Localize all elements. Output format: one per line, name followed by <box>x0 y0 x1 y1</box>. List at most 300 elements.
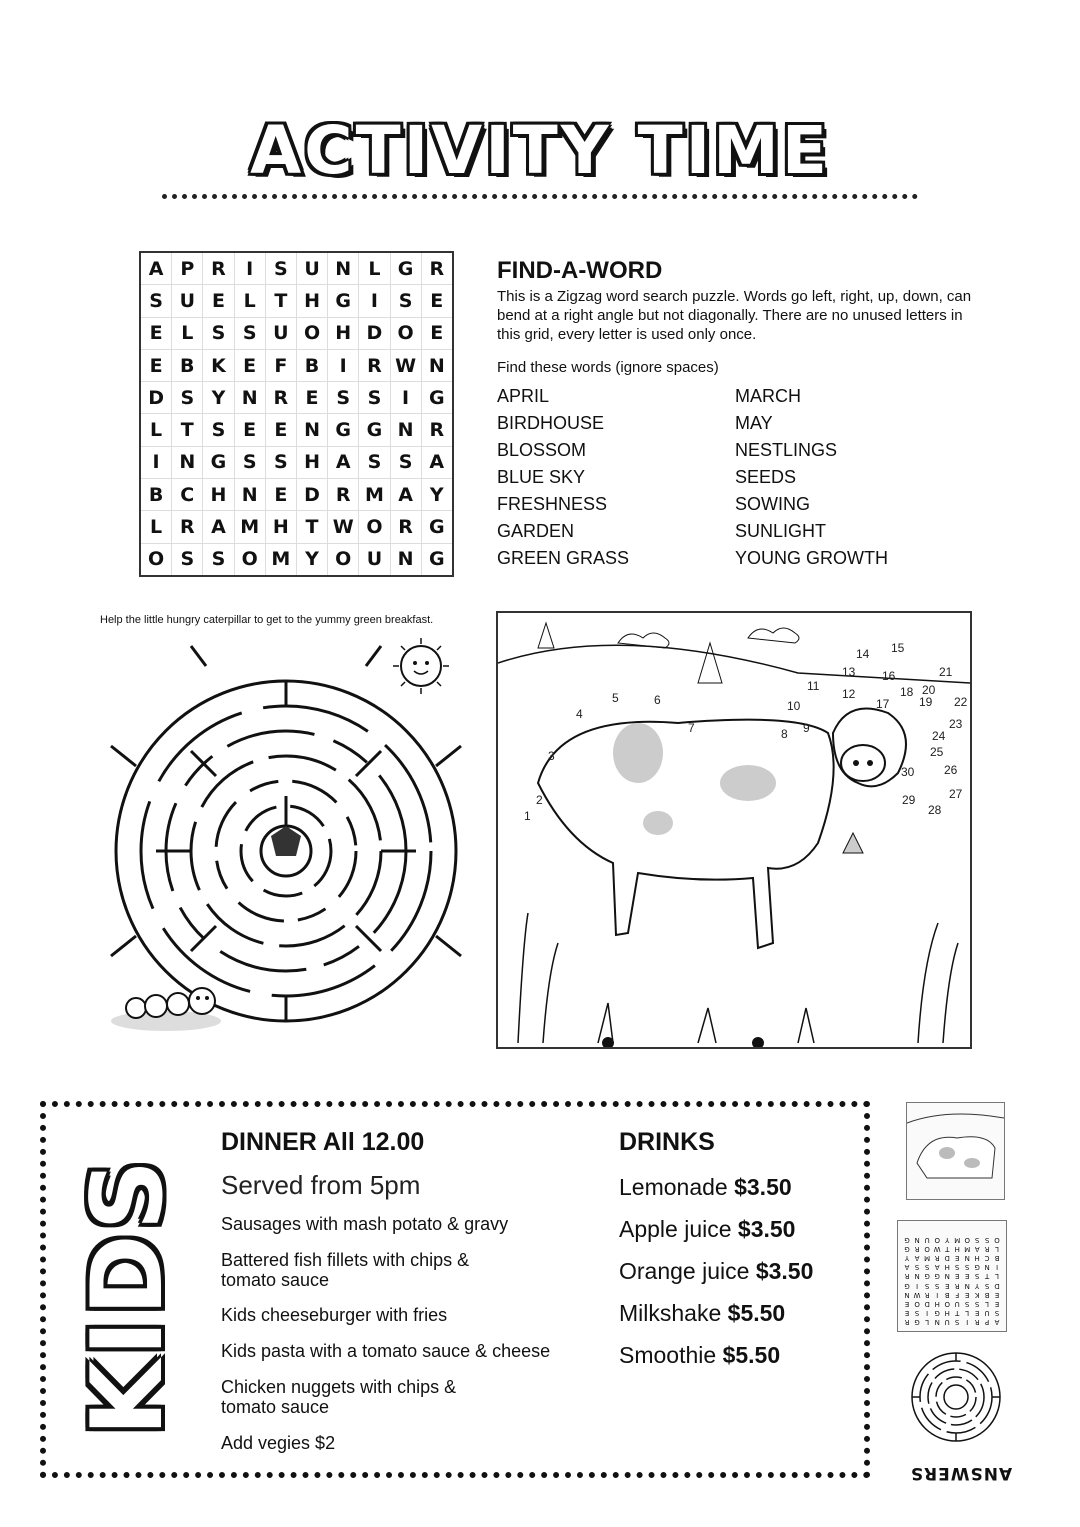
dot-number: 2 <box>536 793 543 807</box>
mini-grid-cell: S <box>924 1263 930 1272</box>
word-grid-cell: S <box>359 446 390 478</box>
dinner-served-time: Served from 5pm <box>221 1170 421 1200</box>
word-grid-cell: A <box>140 252 172 285</box>
word-grid-cell: I <box>234 252 265 285</box>
dot-number: 9 <box>803 721 810 735</box>
word-list-item: MAY <box>735 413 773 433</box>
mini-grid-cell: L <box>925 1318 930 1327</box>
word-grid-cell: R <box>328 479 359 511</box>
word-list-item: BLOSSOM <box>497 440 587 460</box>
dot-number: 1 <box>524 809 531 823</box>
word-grid-cell: O <box>296 317 327 349</box>
word-grid-cell: L <box>172 317 203 349</box>
dot-number: 5 <box>612 691 619 705</box>
word-grid-cell: S <box>359 382 390 414</box>
mini-grid-cell: O <box>944 1300 950 1309</box>
mini-grid-cell: I <box>936 1290 939 1299</box>
mini-grid-cell: E <box>964 1290 970 1299</box>
kids-menu-title: KIDS <box>71 1155 185 1437</box>
mini-grid-row <box>902 1281 1002 1290</box>
word-grid-cell: E <box>140 317 172 349</box>
mini-grid-cell: B <box>984 1290 990 1299</box>
mini-grid-row <box>902 1272 1002 1281</box>
word-grid-cell: L <box>359 252 390 285</box>
word-grid-cell: M <box>265 543 296 576</box>
word-grid-cell: T <box>296 511 327 543</box>
mini-grid-cell: N <box>914 1272 920 1281</box>
mini-grid-cell: O <box>934 1235 940 1244</box>
mini-grid-row <box>902 1235 1002 1244</box>
word-grid-cell: O <box>359 511 390 543</box>
word-grid-cell: A <box>328 446 359 478</box>
mini-grid-row <box>902 1318 1002 1327</box>
mini-grid-cell: A <box>904 1263 910 1272</box>
mini-grid-cell: G <box>904 1281 910 1290</box>
mini-grid-cell: S <box>914 1263 920 1272</box>
word-grid-cell: M <box>234 511 265 543</box>
word-grid-cell: H <box>203 479 234 511</box>
word-grid-cell: S <box>390 446 421 478</box>
caterpillar-icon <box>111 988 221 1031</box>
mini-grid-cell: R <box>924 1290 930 1299</box>
word-grid-cell: S <box>172 382 203 414</box>
drink-price: $3.50 <box>755 1258 814 1284</box>
find-words-label: Find these words (ignore spaces) <box>497 359 719 376</box>
maze-caption: Help the little hungry caterpillar to get to the yummy green breakfast. <box>100 614 434 626</box>
drink-name: Orange juice <box>619 1258 750 1284</box>
drink-name: Smoothie <box>619 1342 717 1368</box>
mini-grid-cell: O <box>914 1300 920 1309</box>
word-grid-cell: N <box>390 543 421 576</box>
mini-grid-cell: S <box>914 1309 920 1318</box>
word-grid-cell: E <box>421 317 453 349</box>
mini-grid-cell: H <box>934 1300 940 1309</box>
mini-grid-cell: L <box>965 1309 970 1318</box>
word-grid-cell: R <box>421 414 453 446</box>
mini-grid-cell: L <box>985 1300 990 1309</box>
answer-mini-grid <box>902 1235 1002 1327</box>
word-grid-cell: N <box>234 382 265 414</box>
word-grid-cell: W <box>390 349 421 381</box>
word-grid-row <box>140 414 453 446</box>
word-grid-cell: R <box>265 382 296 414</box>
word-grid-cell: R <box>359 349 390 381</box>
mini-grid-cell: H <box>944 1309 950 1318</box>
mini-grid-cell: D <box>944 1254 950 1263</box>
word-grid-cell: T <box>265 285 296 317</box>
dot-number: 18 <box>900 685 914 699</box>
mini-grid-cell: B <box>944 1290 950 1299</box>
mini-grid-cell: S <box>974 1235 980 1244</box>
word-grid-cell: E <box>296 382 327 414</box>
mini-grid-cell: A <box>974 1244 980 1253</box>
mini-grid-cell: S <box>994 1309 1000 1318</box>
drink-price: $5.50 <box>727 1300 786 1326</box>
word-grid-cell: E <box>234 414 265 446</box>
mini-grid-cell: T <box>955 1309 960 1318</box>
mini-grid-cell: G <box>934 1272 940 1281</box>
drink-price: $3.50 <box>734 1174 792 1200</box>
mini-grid-cell: E <box>994 1290 1000 1299</box>
word-grid-cell: T <box>172 414 203 446</box>
word-grid-row <box>140 285 453 317</box>
dinner-heading: DINNER All 12.00 <box>221 1128 425 1156</box>
menu-item: Battered fish fillets with chips & tomato sauce <box>221 1250 470 1290</box>
mini-grid-cell: N <box>964 1254 970 1263</box>
word-grid-cell: O <box>328 543 359 576</box>
drink-item <box>619 1216 795 1243</box>
dot-number: 26 <box>944 763 958 777</box>
mini-grid-cell: R <box>954 1281 960 1290</box>
word-grid-cell: K <box>203 349 234 381</box>
dot-number: 10 <box>787 699 801 713</box>
mini-grid-cell: G <box>934 1309 940 1318</box>
word-grid-cell: Y <box>296 543 327 576</box>
word-grid-cell: G <box>390 252 421 285</box>
word-grid-cell: U <box>359 543 390 576</box>
dot-number: 17 <box>876 697 890 711</box>
mini-grid-cell: K <box>974 1290 980 1299</box>
dot-number: 8 <box>781 727 788 741</box>
word-grid-cell: L <box>140 511 172 543</box>
word-grid-cell: N <box>390 414 421 446</box>
mini-grid-cell: O <box>924 1244 930 1253</box>
word-grid-cell: C <box>172 479 203 511</box>
dot-number: 20 <box>922 683 936 697</box>
find-a-word-instructions: This is a Zigzag word search puzzle. Words go left, right, up, down, can bend at a right angle but not diagonally. There are no unused letters in this grid, every letter is used only once. <box>497 288 972 343</box>
word-list-item: BLUE SKY <box>497 467 586 487</box>
mini-grid-cell: U <box>954 1300 960 1309</box>
word-list-item: SOWING <box>735 494 810 514</box>
word-grid-cell: A <box>390 479 421 511</box>
word-grid-cell: R <box>390 511 421 543</box>
dot-number: 14 <box>856 647 870 661</box>
mini-grid-cell: M <box>964 1244 971 1253</box>
word-grid-cell: S <box>234 446 265 478</box>
mini-grid-cell: N <box>904 1290 910 1299</box>
mini-grid-cell: S <box>964 1263 970 1272</box>
mini-grid-cell: R <box>934 1254 940 1263</box>
word-grid-cell: W <box>328 511 359 543</box>
mini-grid-cell: E <box>954 1272 960 1281</box>
word-grid-cell: S <box>265 252 296 285</box>
mini-grid-cell: U <box>984 1309 990 1318</box>
word-grid-cell: E <box>265 414 296 446</box>
menu-item: Kids cheeseburger with fries <box>221 1305 448 1325</box>
word-grid-cell: M <box>359 479 390 511</box>
answer-dot-to-dot-thumbnail <box>906 1102 1005 1200</box>
word-grid-cell: S <box>172 543 203 576</box>
mini-grid-cell: S <box>974 1272 980 1281</box>
word-list-item: SUNLIGHT <box>735 521 827 541</box>
drink-name: Apple juice <box>619 1216 732 1242</box>
word-list-item: FRESHNESS <box>497 494 608 514</box>
mini-grid-cell: Y <box>975 1281 980 1290</box>
word-grid-cell: D <box>140 382 172 414</box>
mini-grid-cell: A <box>914 1254 920 1263</box>
dot-number: 29 <box>902 793 916 807</box>
dot-number: 19 <box>919 695 933 709</box>
word-grid-cell: S <box>140 285 172 317</box>
word-grid-cell: A <box>203 511 234 543</box>
word-grid-row <box>140 479 453 511</box>
mini-grid-cell: F <box>955 1290 960 1299</box>
word-grid-cell: S <box>234 317 265 349</box>
mini-grid-cell: L <box>995 1272 999 1281</box>
mini-grid-row <box>902 1290 1002 1299</box>
mini-grid-cell: S <box>934 1281 940 1290</box>
word-grid-cell: S <box>203 317 234 349</box>
word-list-right <box>735 383 888 572</box>
mini-grid-cell: E <box>945 1281 950 1290</box>
mini-grid-cell: S <box>954 1318 960 1327</box>
word-grid-cell: Y <box>421 479 453 511</box>
dot-number: 23 <box>949 717 963 731</box>
menu-item: Add vegies $2 <box>221 1433 336 1453</box>
word-grid-cell: I <box>328 349 359 381</box>
word-grid-cell: I <box>359 285 390 317</box>
mini-grid-cell: S <box>964 1300 970 1309</box>
word-grid-cell: I <box>390 382 421 414</box>
word-list-item: BIRDHOUSE <box>497 413 605 433</box>
find-a-word-heading: FIND-A-WORD <box>497 257 663 284</box>
drink-item <box>619 1174 792 1201</box>
mini-grid-cell: Y <box>945 1235 950 1244</box>
drinks-heading: DRINKS <box>619 1128 715 1156</box>
drink-item <box>619 1342 780 1369</box>
mini-grid-cell: E <box>994 1300 1000 1309</box>
dot-number: 13 <box>842 665 856 679</box>
mini-grid-cell: E <box>964 1272 970 1281</box>
word-grid-cell: G <box>421 382 453 414</box>
mini-grid-cell: A <box>994 1318 1000 1327</box>
mini-grid-cell: U <box>924 1235 930 1244</box>
dot-number: 21 <box>939 665 953 679</box>
word-grid-cell: F <box>265 349 296 381</box>
word-grid-cell: S <box>203 543 234 576</box>
dot-number: 11 <box>807 679 820 693</box>
mini-grid-cell: H <box>944 1263 950 1272</box>
word-list-item: NESTLINGS <box>735 440 838 460</box>
mini-grid-cell: R <box>974 1318 980 1327</box>
word-grid-cell: E <box>234 349 265 381</box>
dot-number: 6 <box>654 693 661 707</box>
word-grid-cell: D <box>296 479 327 511</box>
mini-grid-cell: S <box>924 1281 930 1290</box>
word-grid-cell: L <box>234 285 265 317</box>
mini-grid-cell: N <box>984 1263 990 1272</box>
word-grid-cell: L <box>140 414 172 446</box>
dot-number: 28 <box>928 803 942 817</box>
word-grid-cell: E <box>421 285 453 317</box>
dot-number: 16 <box>882 669 896 683</box>
mini-grid-cell: Y <box>904 1254 910 1263</box>
dot-number: 30 <box>901 765 915 779</box>
word-grid-cell: O <box>140 543 172 576</box>
mini-grid-cell: G <box>904 1235 910 1244</box>
word-grid-cell: P <box>172 252 203 285</box>
mini-grid-cell: P <box>984 1318 990 1327</box>
word-grid-cell: I <box>140 446 172 478</box>
word-list-left <box>497 383 629 572</box>
word-grid-cell: D <box>359 317 390 349</box>
title-divider <box>162 194 918 199</box>
word-grid-cell: U <box>265 317 296 349</box>
mini-grid-cell: D <box>994 1281 1000 1290</box>
mini-grid-cell: C <box>984 1254 990 1263</box>
drink-name: Milkshake <box>619 1300 722 1326</box>
word-grid-cell: N <box>234 479 265 511</box>
word-grid-cell: H <box>296 446 327 478</box>
mini-grid-cell: I <box>916 1281 919 1290</box>
drink-name: Lemonade <box>619 1174 728 1200</box>
mini-grid-cell: D <box>924 1300 930 1309</box>
mini-grid-cell: G <box>974 1263 980 1272</box>
mini-grid-row <box>902 1263 1002 1272</box>
dot-to-dot-picture <box>496 611 972 1049</box>
word-grid-cell: G <box>359 414 390 446</box>
cow-illustration <box>498 613 970 1047</box>
word-grid-cell: O <box>234 543 265 576</box>
mini-grid-cell: M <box>924 1254 931 1263</box>
word-grid-row <box>140 382 453 414</box>
mini-grid-cell: S <box>984 1235 990 1244</box>
drink-price: $5.50 <box>722 1342 781 1368</box>
dot-number: 7 <box>688 721 695 735</box>
word-grid-cell: B <box>140 479 172 511</box>
mini-grid-cell: T <box>945 1244 950 1253</box>
word-grid-row <box>140 511 453 543</box>
mini-grid-cell: G <box>924 1272 930 1281</box>
mini-grid-cell: B <box>994 1254 1000 1263</box>
mini-grid-cell: O <box>964 1235 970 1244</box>
page-title: ACTIVITY TIME <box>250 112 830 189</box>
word-grid-cell: Y <box>203 382 234 414</box>
word-list-item: MARCH <box>735 386 801 406</box>
word-grid-cell: S <box>390 285 421 317</box>
word-grid-cell: S <box>265 446 296 478</box>
mini-grid-cell: I <box>966 1318 969 1327</box>
dot-number: 15 <box>891 641 905 655</box>
mini-grid-cell: O <box>994 1235 1000 1244</box>
word-grid-cell: R <box>172 511 203 543</box>
word-grid-cell: R <box>421 252 453 285</box>
mini-grid-cell: E <box>954 1254 960 1263</box>
dot-number: 25 <box>930 745 944 759</box>
sun-icon <box>393 638 449 694</box>
dot-number: 12 <box>842 687 856 701</box>
menu-item: Sausages with mash potato & gravy <box>221 1214 509 1234</box>
dot-number: 3 <box>548 749 555 763</box>
word-grid-cell: G <box>421 511 453 543</box>
word-grid-cell: O <box>390 317 421 349</box>
mini-grid-cell: N <box>934 1318 940 1327</box>
mini-grid-cell: G <box>904 1244 910 1253</box>
word-grid-cell: H <box>328 317 359 349</box>
mini-grid-cell: I <box>926 1309 929 1318</box>
mini-grid-cell: S <box>954 1263 960 1272</box>
drink-item <box>619 1258 813 1285</box>
maze-illustration <box>96 636 476 1056</box>
word-grid-cell: N <box>296 414 327 446</box>
word-grid-row <box>140 446 453 478</box>
word-list-item: YOUNG GROWTH <box>735 548 888 568</box>
mini-grid-cell: R <box>904 1272 910 1281</box>
word-grid-cell: G <box>421 543 453 576</box>
menu-item: Kids pasta with a tomato sauce & cheese <box>221 1341 551 1361</box>
word-grid-cell: G <box>203 446 234 478</box>
word-grid-cell: U <box>172 285 203 317</box>
mini-grid-cell: R <box>904 1318 910 1327</box>
word-grid-row <box>140 349 453 381</box>
answer-maze-thumbnail <box>908 1345 1004 1449</box>
word-list-item: GARDEN <box>497 521 575 541</box>
mini-grid-cell: E <box>904 1300 910 1309</box>
mini-grid-cell: L <box>995 1244 999 1253</box>
mini-grid-row <box>902 1244 1002 1253</box>
word-search-grid <box>139 251 454 577</box>
word-grid-cell: A <box>421 446 453 478</box>
word-grid-cell: E <box>140 349 172 381</box>
mini-grid-cell: E <box>904 1309 910 1318</box>
mini-grid-cell: A <box>934 1263 940 1272</box>
mini-grid-cell: R <box>914 1244 920 1253</box>
word-grid-cell: N <box>328 252 359 285</box>
word-grid-row <box>140 317 453 349</box>
mini-grid-cell: G <box>914 1318 920 1327</box>
word-grid-cell: H <box>296 285 327 317</box>
word-grid-cell: N <box>421 349 453 381</box>
mini-grid-cell: N <box>944 1272 950 1281</box>
mini-grid-cell: H <box>974 1254 980 1263</box>
dot-number: 4 <box>576 707 583 721</box>
answers-label: ANSWERS <box>909 1463 1013 1483</box>
word-grid-row <box>140 252 453 285</box>
word-list-item: APRIL <box>497 386 550 406</box>
mini-grid-cell: W <box>913 1290 921 1299</box>
answer-word-search-thumbnail <box>897 1220 1007 1332</box>
mini-grid-row <box>902 1309 1002 1318</box>
word-grid-cell: B <box>296 349 327 381</box>
mini-grid-cell: S <box>974 1300 980 1309</box>
word-grid-cell: R <box>203 252 234 285</box>
word-grid-cell: G <box>328 414 359 446</box>
mini-grid-row <box>902 1254 1002 1263</box>
dot-number: 27 <box>949 787 963 801</box>
word-grid-cell: B <box>172 349 203 381</box>
mini-grid-cell: H <box>954 1244 960 1253</box>
mini-grid-cell: I <box>995 1263 999 1272</box>
word-grid-cell: U <box>296 252 327 285</box>
dot-number: 22 <box>954 695 968 709</box>
menu-item: Chicken nuggets with chips & tomato sauce <box>221 1377 457 1417</box>
word-grid-cell: E <box>203 285 234 317</box>
mini-grid-cell: N <box>914 1235 920 1244</box>
drink-item <box>619 1300 785 1327</box>
mini-grid-cell: T <box>984 1272 990 1281</box>
word-grid-cell: S <box>203 414 234 446</box>
mini-grid-cell: U <box>944 1318 950 1327</box>
mini-grid-cell: S <box>984 1281 990 1290</box>
mini-grid-cell: R <box>984 1244 990 1253</box>
mini-grid-cell: N <box>964 1281 970 1290</box>
word-list-item: SEEDS <box>735 467 797 487</box>
word-grid-row <box>140 543 453 576</box>
word-list-item: GREEN GRASS <box>497 548 630 568</box>
mini-grid-cell: M <box>954 1235 961 1244</box>
word-grid-cell: S <box>328 382 359 414</box>
dot-number: 24 <box>932 729 946 743</box>
